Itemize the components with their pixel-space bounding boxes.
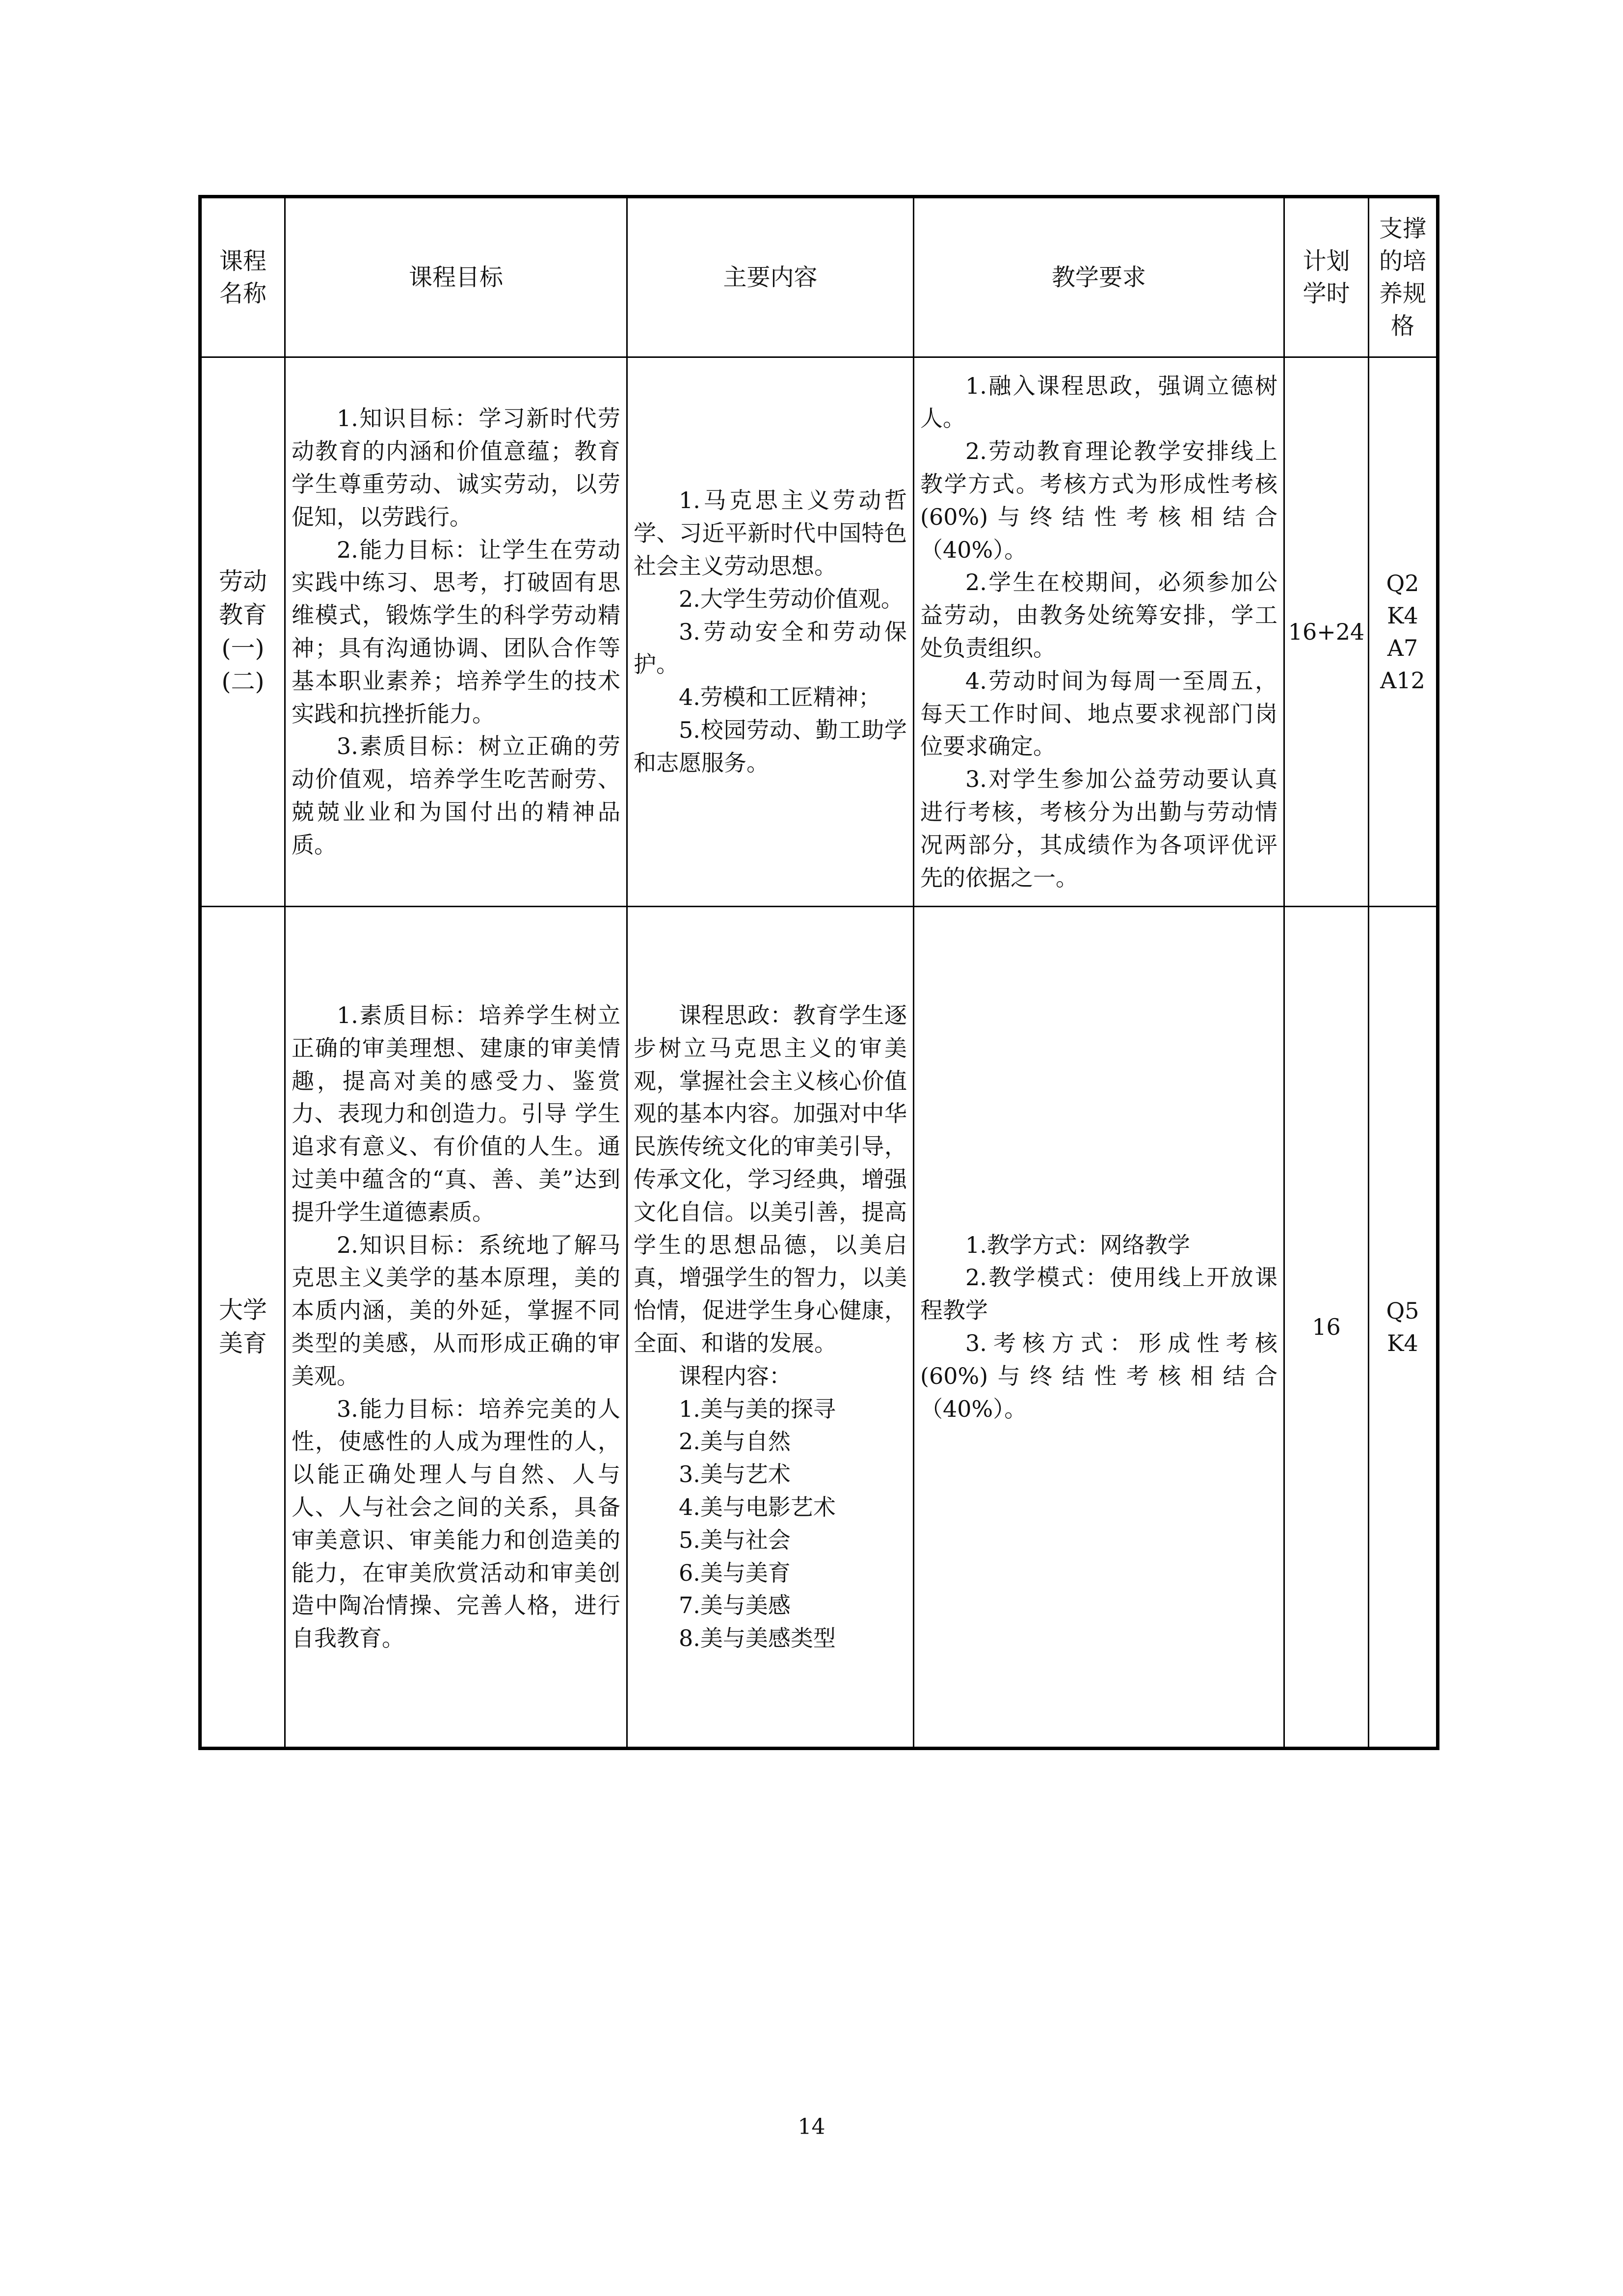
header-objective: 课程目标 [285,197,627,357]
support-code: Q2 [1386,570,1419,596]
objective-item: 2.知识目标：系统地了解马克思主义美学的基本原理，美的本质内涵，美的外延，掌握不同类型的美感，从而形成正确的审美观。 [292,1231,620,1389]
course-name-line: 劳动 [218,567,267,595]
course-name-line: 美育 [218,1329,267,1357]
support-cell [1369,357,1438,907]
header-requirement: 教学要求 [914,197,1284,357]
content-list-item: 5.美与社会 [679,1526,791,1553]
requirement-item: 3.对学生参加公益劳动要认真进行考核，考核分为出勤与劳动情况两部分，其成绩作为各项评优评先的依据之一。 [920,766,1277,891]
content-cell [627,907,914,1749]
content-item: 课程思政：教育学生逐步树立马克思主义的审美观，掌握社会主义核心价值观的基本内容。加强对中华民族传统文化的审美引导，传承文化，学习经典，增强文化自信。以美引善，提高学生的思想品德，以美启真，增强学生的智力，以美怡情，促进学生身心健康，全面、和谐的发展。 [634,1002,907,1356]
requirement-cell [914,357,1284,907]
requirement-item: 1.教学方式：网络教学 [965,1231,1190,1258]
objective-item: 2.能力目标：让学生在劳动实践中练习、思考，打破固有思维模式，锻炼学生的科学劳动精神；具有沟通协调、团队合作等基本职业素养；培养学生的技术实践和抗挫折能力。 [292,536,620,727]
support-cell [1369,907,1438,1749]
objective-item: 3.能力目标：培养完美的人性，使感性的人成为理性的人，以能正确处理人与自然、人与人、人与社会之间的关系，具备审美意识、审美能力和创造美的能力，在审美欣赏活动和审美创造中陶冶情操、完善人格，进行自我教育。 [292,1395,620,1652]
header-support [1369,197,1438,357]
header-course-name-line: 名称 [219,280,266,307]
requirement-cell [914,907,1284,1749]
header-support-line: 格 [1390,312,1414,340]
header-course-name [200,197,285,357]
support-code: K4 [1387,1330,1418,1356]
requirement-item: 4.劳动时间为每周一至周五，每天工作时间、地点要求视部门岗位要求确定。 [920,667,1277,760]
support-code: K4 [1387,602,1418,629]
requirement-item: 3.考核方式：形成性考核(60%)与终结性考核相结合（40%）。 [920,1330,1277,1422]
content-item: 4.劳模和工匠精神； [679,684,881,711]
table-row [200,907,1438,1749]
content-list-item: 4.美与电影艺术 [679,1493,836,1520]
requirement-item: 2.学生在校期间，必须参加公益劳动，由教务处统筹安排，学工处负责组织。 [920,569,1277,661]
content-item: 1.马克思主义劳动哲学、习近平新时代中国特色社会主义劳动思想。 [634,487,907,579]
requirement-item: 2.教学模式：使用线上开放课程教学 [920,1264,1277,1324]
requirement-item: 2.劳动教育理论教学安排线上教学方式。考核方式为形成性考核(60%)与终结性考核相结合（40%）。 [920,438,1277,563]
course-name-cell [200,907,285,1749]
support-code: Q5 [1386,1297,1419,1324]
course-name-cell [200,357,285,907]
support-code: A7 [1387,635,1418,661]
content-item: 2.大学生劳动价值观。 [679,585,904,612]
course-name-line: 教育 [218,601,267,629]
header-support-line: 养规 [1379,280,1426,307]
page-number: 14 [798,2114,825,2139]
header-support-line: 支撑 [1379,215,1426,243]
content-list-item: 2.美与自然 [679,1428,791,1455]
header-course-name-line: 课程 [219,247,266,275]
requirement-item: 1.融入课程思政，强调立德树人。 [920,372,1277,432]
support-code: A12 [1380,667,1425,694]
table-header-row [200,197,1438,357]
content-cell [627,357,914,907]
content-list-item: 3.美与艺术 [679,1461,791,1488]
table-row [200,357,1438,907]
content-list-item: 6.美与美育 [679,1559,791,1586]
course-table [198,195,1439,1750]
header-hours-line: 学时 [1303,280,1350,307]
objective-cell [285,357,627,907]
header-hours [1284,197,1369,357]
hours-cell: 16+24 [1284,357,1369,907]
objective-item: 3.素质目标：树立正确的劳动价值观，培养学生吃苦耐劳、兢兢业业和为国付出的精神品质。 [292,733,620,858]
content-list-item: 1.美与美的探寻 [679,1395,836,1422]
header-support-line: 的培 [1379,247,1426,275]
header-hours-line: 计划 [1303,247,1350,275]
course-name-line: (一) [221,634,265,662]
hours-cell: 16 [1284,907,1369,1749]
objective-item: 1.知识目标：学习新时代劳动教育的内涵和价值意蕴；教育学生尊重劳动、诚实劳动，以劳促知，以劳践行。 [292,405,620,530]
objective-item: 1.素质目标：培养学生树立正确的审美理想、建康的审美情趣，提高对美的感受力、鉴赏力、表现力和创造力。引导 学生追求有意义、有价值的人生。通过美中蕴含的“真、善、美”达到提升学生道德素质。 [292,1002,620,1225]
content-item: 5.校园劳动、勤工助学和志愿服务。 [634,716,907,776]
objective-cell [285,907,627,1749]
header-content: 主要内容 [627,197,914,357]
content-item: 3.劳动安全和劳动保护。 [634,618,907,678]
course-name-line: 大学 [218,1296,267,1324]
content-list-item: 8.美与美感类型 [679,1625,836,1652]
content-list-item: 7.美与美感 [679,1592,791,1619]
course-name-line: (二) [221,668,265,696]
content-item: 课程内容： [679,1362,792,1389]
